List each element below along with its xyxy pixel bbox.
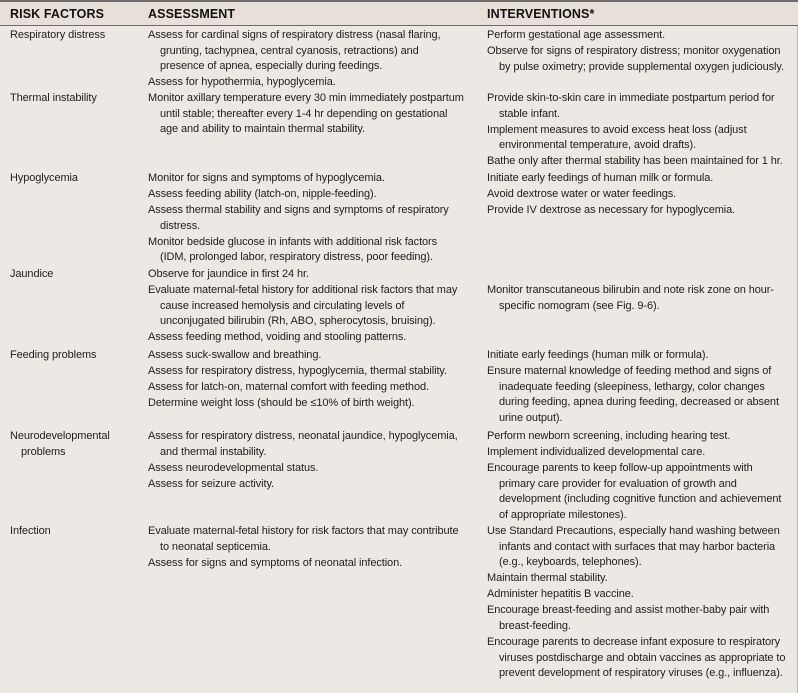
interventions-cell (487, 171, 789, 219)
assessment-cell (148, 429, 466, 492)
assessment-item: Assess for respiratory distress, hypoglycemia, thermal stability. (148, 365, 447, 378)
intervention-item: Bathe only after thermal stability has been maintained for 1 hr. (487, 155, 783, 168)
risk-label: Feeding problems (10, 349, 97, 361)
assessment-item: Assess thermal stability and signs and symptoms of respiratory distress. (148, 204, 449, 232)
intervention-spacer (487, 267, 789, 283)
assessment-item: Monitor axillary temperature every 30 min immediately postpartum until stable; thereafter every 1-4 hr depending on gestational age and ability to maintain thermal stability. (148, 92, 464, 136)
header-assessment: ASSESSMENT (148, 7, 236, 21)
assessment-item: Determine weight loss (should be ≤10% of birth weight). (148, 397, 415, 410)
assessment-item: Monitor for signs and symptoms of hypoglycemia. (148, 172, 385, 184)
assessment-cell (148, 171, 466, 266)
risk-cell (10, 171, 140, 187)
risk-label: Hypoglycemia (10, 172, 78, 184)
assessment-item: Assess for latch-on, maternal comfort with feeding method. (148, 381, 429, 394)
header-interventions: INTERVENTIONS* (487, 7, 595, 21)
interventions-cell (487, 28, 789, 75)
table-header (0, 0, 798, 26)
risk-label: Neurodevelopmental problems (10, 430, 110, 458)
interventions-cell (487, 267, 789, 314)
intervention-item: Initiate early feedings (human milk or formula). (487, 349, 709, 361)
assessment-item: Assess suck-swallow and breathing. (148, 349, 322, 361)
intervention-item: Implement individualized developmental care. (487, 446, 706, 459)
risk-label: Thermal instability (10, 92, 97, 104)
risk-cell (10, 429, 140, 460)
intervention-item: Provide skin-to-skin care in immediate postpartum period for stable infant. (487, 92, 775, 120)
intervention-item: Maintain thermal stability. (487, 572, 608, 585)
interventions-cell (487, 91, 789, 170)
risk-cell (10, 28, 140, 44)
intervention-item: Perform newborn screening, including hearing test. (487, 430, 731, 442)
interventions-cell (487, 348, 789, 426)
assessment-item: Assess for hypothermia, hypoglycemia. (148, 76, 336, 89)
intervention-item: Encourage breast-feeding and assist mother-baby pair with breast-feeding. (487, 604, 770, 633)
assessment-cell (148, 91, 466, 138)
assessment-item: Assess for cardinal signs of respiratory distress (nasal flaring, grunting, tachypnea, central cyanosis, retractions) and presence of apnea, especially during feedings. (148, 29, 441, 73)
intervention-item: Avoid dextrose water or water feedings. (487, 188, 677, 201)
intervention-item: Observe for signs of respiratory distress; monitor oxygenation by pulse oximetry; provide supplemental oxygen judiciously. (487, 45, 784, 73)
assessment-cell (148, 28, 466, 91)
intervention-item: Provide IV dextrose as necessary for hypoglycemia. (487, 204, 736, 217)
assessment-item: Monitor bedside glucose in infants with additional risk factors (IDM, prolonged labor, respiratory distress, poor feeding). (148, 235, 438, 264)
risk-label: Jaundice (10, 268, 54, 280)
assessment-item: Evaluate maternal-fetal history for additional risk factors that may cause increased hemolysis and circulating levels of unconjugated bilirubin (Rh, ABO, spherocytosis, bruising). (148, 284, 458, 328)
risk-cell (10, 91, 140, 107)
risk-cell (10, 348, 140, 364)
intervention-item: Administer hepatitis B vaccine. (487, 588, 634, 601)
risk-cell (10, 267, 140, 283)
assessment-item: Assess neurodevelopmental status. (148, 461, 319, 474)
assessment-cell (148, 348, 466, 412)
assessment-item: Assess feeding ability (latch-on, nipple-feeding). (148, 188, 377, 201)
intervention-item: Implement measures to avoid excess heat loss (adjust environmental temperature, avoid drafts). (487, 123, 747, 152)
assessment-item: Assess for seizure activity. (148, 477, 274, 490)
interventions-cell (487, 429, 789, 524)
risk-label: Infection (10, 525, 51, 537)
assessment-cell (148, 524, 466, 571)
intervention-item: Encourage parents to decrease infant exposure to respiratory viruses postdischarge and obtain vaccines as appropriate to prevent development of respiratory viruses (e.g., influenza). (487, 636, 786, 680)
intervention-item: Initiate early feedings of human milk or formula. (487, 172, 714, 184)
intervention-item: Monitor transcutaneous bilirubin and note risk zone on hour-specific nomogram (see Fig. 9-6). (487, 284, 774, 312)
interventions-cell (487, 524, 789, 682)
intervention-item: Ensure maternal knowledge of feeding method and signs of inadequate feeding (sleepiness, lethargy, color changes during feeding, apnea during feeding, decreased or absent urine output). (487, 365, 779, 424)
intervention-item: Encourage parents to keep follow-up appointments with primary care provider for evaluation of growth and development (including cognitive function and achievement of appropriate milestones). (487, 462, 782, 521)
assessment-item: Assess for respiratory distress, neonatal jaundice, hypoglycemia, and thermal instability. (148, 430, 458, 458)
assessment-item: Assess feeding method, voiding and stooling patterns. (148, 331, 407, 344)
risk-cell (10, 524, 140, 540)
risk-label: Respiratory distress (10, 29, 106, 41)
assessment-cell (148, 267, 466, 346)
header-risk-factors: RISK FACTORS (10, 7, 105, 21)
assessment-item: Assess for signs and symptoms of neonatal infection. (148, 556, 403, 569)
intervention-item: Use Standard Precautions, especially hand washing between infants and contact with surfaces that may harbor bacteria (e.g., keyboards, telephones). (487, 525, 780, 569)
intervention-item: Perform gestational age assessment. (487, 29, 666, 41)
assessment-item: Evaluate maternal-fetal history for risk factors that may contribute to neonatal septicemia. (148, 525, 459, 553)
assessment-item: Observe for jaundice in first 24 hr. (148, 268, 309, 280)
